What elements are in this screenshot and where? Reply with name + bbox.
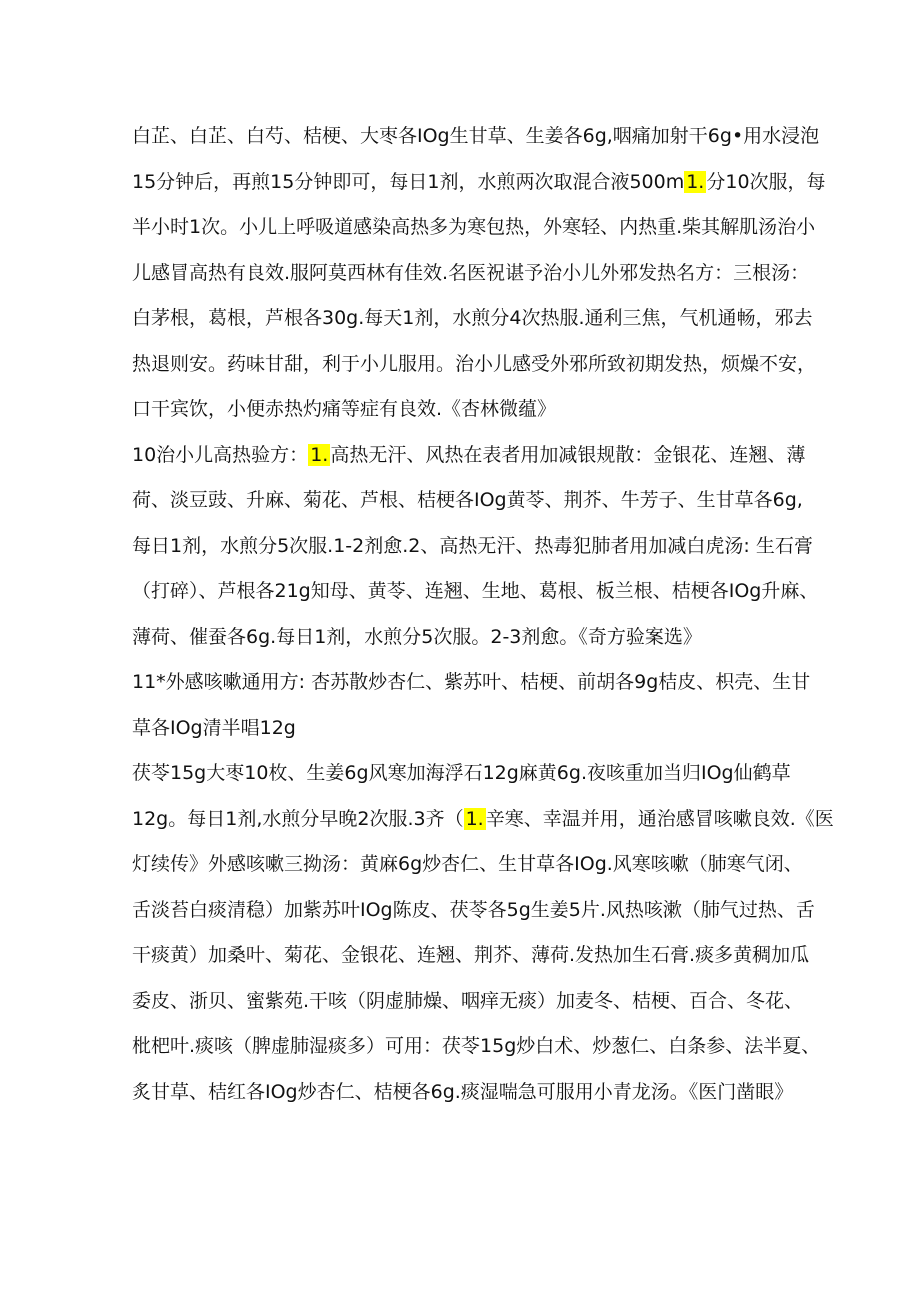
text-line — [132, 751, 798, 797]
text-segment: 薄荷、催蚕各6g.每日1剂，水煎分5次服。2-3剂愈。《奇方验案选》 — [132, 625, 702, 648]
text-segment: 10治小儿高热验方： — [132, 443, 309, 466]
text-line — [132, 933, 810, 979]
highlighted-text: 1. — [310, 443, 329, 466]
highlighted-text: 1. — [465, 807, 484, 830]
text-segment: 热退则安。药味甘甜，利于小儿服用。治小儿感受外邪所致初期发热，烦燥不安， — [132, 352, 817, 375]
text-line — [132, 615, 798, 661]
text-segment: 半小时1次。小儿上呼吸道感染高热多为寒包热，外寒轻、内热重.柴其解肌汤治小 — [132, 216, 816, 238]
text-segment: 15分钟后，再煎15分钟即可，每日1剂，水煎两次取混合液500m — [132, 170, 685, 193]
text-segment: 儿感冒高热有良效.服阿莫西林有佳效.名医祝谌予治小儿外邪发热名方：三根汤： — [132, 261, 810, 284]
text-line — [132, 342, 817, 388]
text-segment: 炙甘草、桔红各IOg炒杏仁、桔梗各6g.痰湿喘急可服用小青龙汤。《医门凿眼》 — [132, 1080, 794, 1103]
text-segment: 白芷、白芷、白芍、桔梗、大枣各IOg生甘草、生姜各6g,咽痛加射干6g•用水浸泡 — [132, 125, 820, 147]
text-line — [132, 478, 803, 524]
text-segment: 口干宾饮，小便赤热灼痛等症有良效.《杏林微蕴》 — [132, 398, 557, 420]
text-segment: 分10次服，每 — [706, 170, 826, 193]
text-line — [132, 569, 819, 615]
text-line — [132, 842, 803, 888]
text-segment: 茯苓15g大枣10枚、生姜6g风寒加海浮石12g麻黄6g.夜咳重加当归IOg仙鹤草 — [132, 762, 791, 784]
text-segment: 舌淡苔白痰清稳）加紫苏叶IOg陈皮、茯苓各5g生姜5片.风热咳漱（肺气过热、舌 — [132, 898, 815, 921]
text-segment: 委皮、浙贝、蜜紫苑.干咳（阴虚肺燥、咽痒无痰）加麦冬、桔梗、百合、冬花、 — [132, 989, 804, 1012]
text-line — [132, 160, 826, 206]
text-line — [132, 706, 798, 752]
text-line — [132, 797, 834, 843]
text-line — [132, 1024, 821, 1070]
text-line — [132, 524, 813, 570]
document-body — [132, 114, 834, 1115]
text-segment: 11*外感咳嗽通用方: 杏苏散炒杏仁、紫苏叶、桔梗、前胡各9g桔皮、枳壳、生甘 — [132, 671, 811, 693]
text-segment: 每日1剂，水煎分5次服.1-2剂愈.2、高热无汗、热毒犯肺者用加减白虎汤: 生石膏 — [132, 534, 813, 557]
text-line — [132, 660, 811, 706]
text-segment: 干痰黄）加桑叶、菊花、金银花、连翘、荆芥、薄荷.发热加生石膏.痰多黄稠加瓜 — [132, 944, 810, 966]
text-segment: （打碎）、芦根各21g知母、黄苓、连翘、生地、葛根、板兰根、桔梗各IOg升麻、 — [132, 580, 819, 602]
text-line — [132, 888, 815, 934]
text-segment: 12g。每日1剂,水煎分早晚2次服.3齐（ — [132, 807, 464, 830]
text-line — [132, 979, 804, 1025]
text-segment: 荷、淡豆豉、升麻、菊花、芦根、桔梗各IOg黄苓、荆芥、牛芳子、生甘草各6g, — [132, 489, 803, 511]
text-segment: 枇杷叶.痰咳（脾虚肺湿痰多）可用：茯苓15g炒白术、炒葱仁、白条参、法半夏、 — [132, 1035, 821, 1057]
text-segment: 辛寒、幸温并用，通治感冒咳嗽良效.《医 — [485, 807, 834, 830]
text-line — [132, 114, 820, 160]
text-segment: 白茅根，葛根，芦根各30g.每天1剂，水煎分4次热服.通利三焦，气机通畅，邪去 — [132, 307, 813, 329]
highlighted-text: 1. — [686, 170, 705, 193]
text-line — [132, 433, 806, 479]
text-segment: 灯续传》外感咳嗽三拗汤：黄麻6g炒杏仁、生甘草各IOg.风寒咳嗽（肺寒气闭、 — [132, 853, 803, 875]
text-segment: 草各IOg清半唱12g — [132, 716, 296, 739]
text-line — [132, 251, 810, 297]
text-line — [132, 1070, 798, 1116]
text-line — [132, 387, 798, 433]
text-line — [132, 296, 813, 342]
text-segment: 高热无汗、风热在表者用加减银规散：金银花、连翘、薄 — [330, 443, 806, 466]
text-line — [132, 205, 816, 251]
